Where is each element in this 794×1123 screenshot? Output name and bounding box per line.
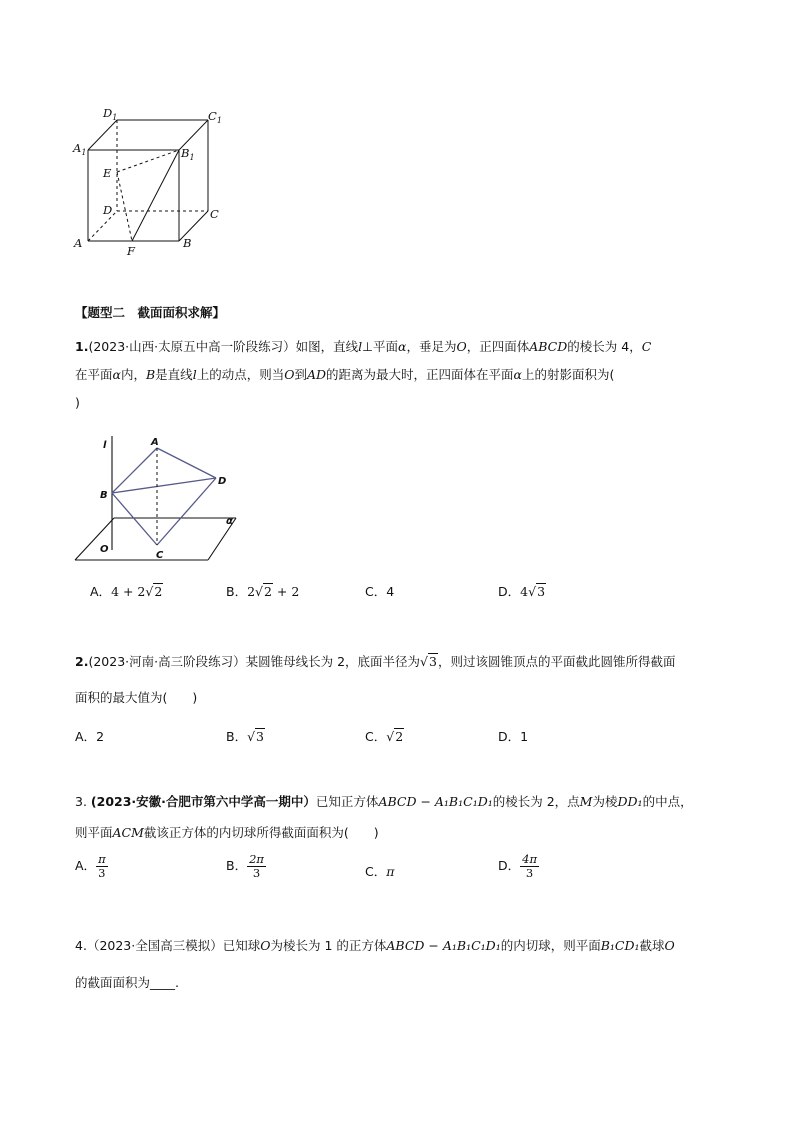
q3-text: 已知正方体 — [315, 794, 379, 809]
option-value: 2 — [96, 729, 105, 744]
q2-line2: 面积的最大值为( ) — [75, 690, 198, 705]
option-label: A． — [75, 729, 97, 744]
label-B1: $B_1$ — [181, 146, 195, 162]
fraction: $\frac{4\pi}{3}$ — [522, 852, 538, 880]
q3-option-c[interactable] — [365, 862, 394, 880]
q2-option-a[interactable] — [75, 727, 104, 745]
q3-line1 — [75, 792, 693, 810]
q1-text: 上的射影面积为( — [522, 367, 615, 382]
q4-line2: 的截面面积为____. — [75, 975, 179, 990]
q2-option-c[interactable]: C．√2 — [365, 729, 404, 744]
radicand: 2 — [395, 729, 404, 744]
q1-text: 的距离为最大时，正四面体在平面 — [326, 367, 514, 382]
edge-BD — [112, 478, 216, 493]
q3-text: 的棱长为 2，点 — [492, 794, 580, 809]
q4-text: 的内切球，则平面 — [500, 938, 601, 953]
q3-text: 的中点， — [642, 794, 693, 809]
q1-source: (2023·山西·太原五中高一阶段练习） — [88, 339, 296, 354]
option-label: B． — [226, 858, 248, 873]
q1-text: 上的动点，则当 — [196, 367, 285, 382]
label-C: C — [210, 207, 219, 221]
math-AD: AD — [306, 367, 327, 382]
label-O: O — [100, 544, 109, 555]
option-label: B． — [226, 584, 248, 599]
label-alpha: α — [226, 516, 233, 527]
q4-number: 4. — [75, 938, 87, 953]
label-A1: $A_1$ — [73, 141, 87, 157]
edge-BA — [112, 448, 157, 493]
option-value: 4 + 2 — [111, 584, 146, 599]
label-E: E — [103, 166, 112, 180]
label-B: B — [183, 236, 192, 250]
math-O: O — [664, 938, 675, 953]
math-alpha: α — [513, 367, 522, 382]
option-label: C． — [365, 729, 387, 744]
q4-text: 已知球 — [222, 938, 261, 953]
label-D: D — [218, 476, 227, 487]
option-label: A． — [90, 584, 112, 599]
label-C: C — [156, 550, 164, 561]
edge-A1D1 — [88, 120, 117, 150]
label-B: B — [100, 490, 108, 501]
math-plane: B₁CD₁ — [600, 938, 640, 953]
edge-AD — [157, 448, 216, 478]
math-cube: ABCD − A₁B₁C₁D₁ — [386, 938, 501, 953]
math-ABCD: ABCD — [529, 339, 568, 354]
option-label: C． — [365, 864, 387, 879]
option-label: D． — [498, 729, 521, 744]
label-C1: $C_1$ — [208, 109, 222, 125]
label-A: A — [74, 236, 83, 250]
q1-number: 1. — [75, 339, 89, 354]
math-C: C — [641, 339, 652, 354]
q1-text: ，垂足为 — [406, 339, 457, 354]
q3-option-a[interactable] — [75, 853, 108, 880]
label-F: F — [127, 244, 135, 258]
q3-line2 — [75, 823, 379, 841]
q1-line1 — [75, 337, 651, 355]
q1-option-a[interactable]: A．4 + 2√2 — [90, 584, 163, 599]
q2-text: ，则过该圆锥顶点的平面截此圆锥所得截面 — [437, 654, 676, 669]
label-D1: $D_1$ — [103, 106, 118, 122]
option-value: π — [386, 864, 395, 879]
q1-text: 到 — [294, 367, 307, 382]
q2-option-d[interactable] — [498, 727, 528, 745]
segment-EF — [117, 172, 132, 241]
label-l: l — [103, 440, 107, 451]
q2-number: 2. — [75, 654, 89, 669]
q2-line1: 2.(2023·河南·高三阶段练习）某圆锥母线长为 2，底面半径为√3，则过该圆锥顶点的平面截此圆锥所得截面 — [75, 654, 676, 669]
edge-DC — [157, 478, 216, 545]
option-value: 4 — [386, 584, 395, 599]
radicand: 2 — [264, 584, 272, 599]
q1-option-d[interactable]: D．4√3 — [498, 584, 546, 599]
q2-source: (2023·河南·高三阶段练习） — [88, 654, 246, 669]
q3-option-d[interactable] — [498, 853, 539, 880]
option-label: C． — [365, 584, 387, 599]
math-O: O — [456, 339, 467, 354]
segment-FB1 — [132, 150, 179, 241]
tetrahedron-figure — [70, 432, 250, 567]
q4-line1 — [75, 936, 675, 954]
q2-text: 某圆锥母线长为 2，底面半径为 — [245, 654, 421, 669]
q4-text: 截球 — [639, 938, 665, 953]
q4-source: （2023·全国高三模拟） — [86, 938, 223, 953]
q1-text: ⊥平面 — [362, 339, 398, 354]
math-alpha: α — [112, 367, 121, 382]
math-M: M — [579, 794, 593, 809]
fraction: $\frac{2\pi}{3}$ — [249, 852, 264, 880]
q1-text: ，正四面体 — [466, 339, 530, 354]
q3-number: 3. — [75, 794, 91, 809]
q1-text: 是直线 — [155, 367, 193, 382]
q1-text: 如图，直线 — [295, 339, 359, 354]
q1-line3: ) — [75, 395, 80, 410]
option-value: 4 — [520, 584, 529, 599]
q3-text: 截该正方体的内切球所得截面面积为( ) — [143, 825, 379, 840]
math-cube: ABCD − A₁B₁C₁D₁ — [378, 794, 493, 809]
q3-option-b[interactable] — [226, 853, 266, 880]
math-O: O — [260, 938, 271, 953]
math-O: O — [284, 367, 295, 382]
q3-text: 则平面 — [75, 825, 113, 840]
radicand: 3 — [429, 654, 437, 669]
math-l: l — [192, 367, 197, 382]
q1-text: 的棱长为 4， — [567, 339, 642, 354]
edge-BC — [112, 493, 157, 545]
label-A: A — [151, 437, 159, 448]
q3-text: 为棱 — [592, 794, 618, 809]
fraction: $\frac{\pi}{3}$ — [98, 852, 106, 880]
math-B: B — [145, 367, 156, 382]
radicand: 3 — [537, 584, 546, 599]
option-label: A． — [75, 858, 97, 873]
option-label: D． — [498, 858, 521, 873]
option-label: B． — [226, 729, 248, 744]
cube-figure — [60, 100, 230, 265]
radicand: 2 — [154, 584, 163, 599]
math-l: l — [358, 339, 363, 354]
math-DD1: DD₁ — [617, 794, 643, 809]
q2-option-b[interactable]: B．√3 — [226, 729, 264, 744]
q1-option-b[interactable]: B．2√2 + 2 — [226, 584, 300, 599]
q1-line2 — [75, 365, 614, 383]
q3-source: (2023·安徽·合肥市第六中学高一期中） — [90, 794, 316, 809]
q1-option-c[interactable] — [365, 582, 394, 600]
math-alpha: α — [398, 339, 407, 354]
radicand: 3 — [256, 729, 264, 744]
option-value: 2 — [247, 584, 256, 599]
option-value: 1 — [520, 729, 529, 744]
label-D: D — [103, 203, 113, 217]
q1-text: 内， — [120, 367, 146, 382]
math-ACM: ACM — [112, 825, 144, 840]
section-title: 【题型二 截面面积求解】 — [75, 305, 226, 320]
q4-text: 为棱长为 1 的正方体 — [270, 938, 387, 953]
option-value: + 2 — [272, 584, 300, 599]
option-label: D． — [498, 584, 521, 599]
q1-text: 在平面 — [75, 367, 113, 382]
